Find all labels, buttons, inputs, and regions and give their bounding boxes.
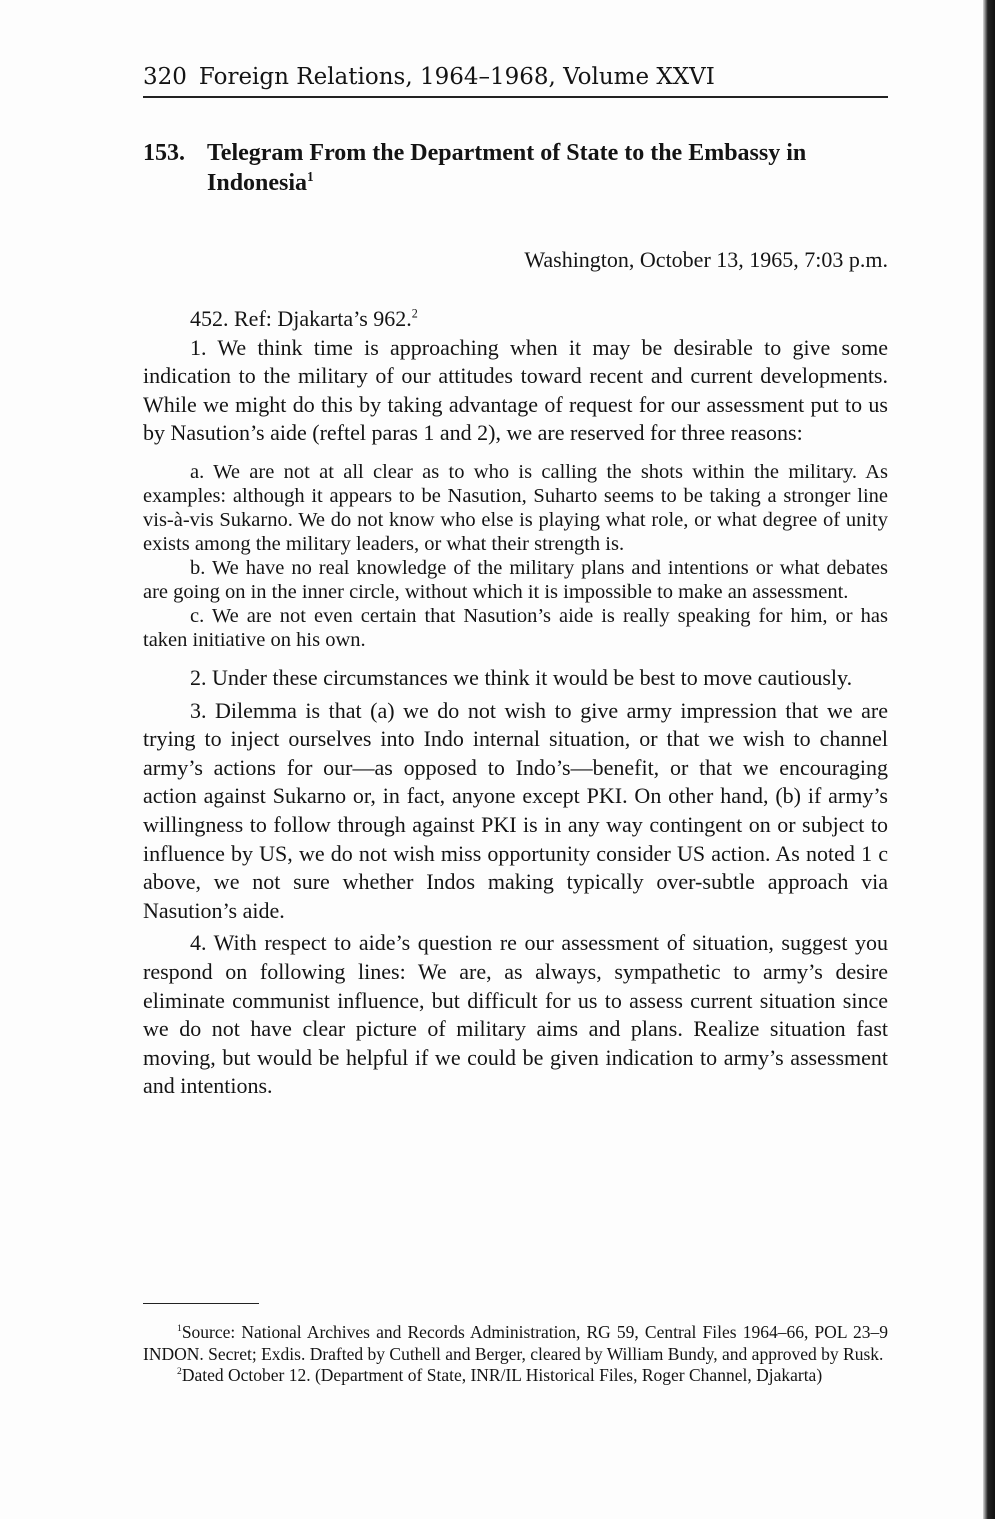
scan-binding-edge bbox=[983, 0, 995, 1519]
paragraph-1c: c. We are not even certain that Nasution’s aide is really speaking for him, or has taken initiative on his own. bbox=[143, 604, 888, 651]
document-heading bbox=[143, 138, 888, 198]
reference-line bbox=[143, 305, 888, 334]
page-number: 320 bbox=[143, 64, 187, 90]
footnote-2-mark: 2 bbox=[177, 1366, 182, 1378]
running-title: Foreign Relations, 1964–1968, Volume XXVI bbox=[198, 64, 715, 90]
footnote-1-mark: 1 bbox=[177, 1323, 182, 1335]
paragraph-4: 4. With respect to aide’s question re our assessment of situation, suggest you respond on following lines: We are, as always, sympathetic to army’s desire eliminate communist influence, but difficult for us to assess current situation since we do not have clear picture of military aims and plans. Realize situation fast moving, but would be helpful if we could be given indication to army’s assessment and intentions. bbox=[143, 930, 888, 1099]
paragraph-2: 2. Under these circumstances we think it would be best to move cautiously. bbox=[190, 664, 853, 690]
reference-footnote-ref[interactable]: 2 bbox=[411, 306, 418, 321]
document-title: Telegram From the Department of State to the Embassy in Indonesia bbox=[207, 140, 807, 196]
footnote-divider bbox=[143, 1303, 259, 1304]
footnote-2-text: Dated October 12. (Department of State, INR/IL Historical Files, Roger Channel, Djakarta) bbox=[181, 1365, 823, 1386]
running-header bbox=[143, 62, 888, 98]
footnote-2 bbox=[143, 1365, 888, 1387]
paragraph-1b: b. We have no real knowledge of the military plans and intentions or what debates are going on in the inner circle, without which it is impossible to make an assessment. bbox=[143, 556, 888, 603]
paragraph-3: 3. Dilemma is that (a) we do not wish to give army impression that we are trying to inject ourselves into Indo internal situation, or that we wish to channel army’s actions for our—as opposed to Indo’s—benefit, or that we encouraging action against Sukarno or, in fact, anyone except PKI. On other hand, (b) if army’s willingness to follow through against PKI is in any way contingent on or subject to influence by US, we do not wish miss opportunity consider US action. As noted 1 c above, we not sure whether Indos making typically over-subtle approach via Nasution’s aide. bbox=[143, 697, 888, 923]
footnote-1 bbox=[143, 1322, 888, 1365]
paragraph-1a: a. We are not at all clear as to who is calling the shots within the military. As examples: although it appears to be Nasution, Suharto seems to be taking a stronger line vis-à-vis Sukarno. We do not know who else is playing what role, or what degree of unity exists among the military leaders, or what their strength is. bbox=[143, 460, 888, 555]
footnotes bbox=[143, 1322, 888, 1387]
document-title-wrap bbox=[207, 138, 888, 198]
title-footnote-ref[interactable]: 1 bbox=[307, 169, 314, 184]
footnote-1-text: Source: National Archives and Records Administration, RG 59, Central Files 1964–66, POL 23–9 INDON. Secret; Exdis. Drafted by Cuthell and Berger, cleared by William Bundy, and approved by Rusk. bbox=[143, 1322, 888, 1364]
reference-text: 452. Ref: Djakarta’s 962. bbox=[190, 306, 412, 331]
dateline: Washington, October 13, 1965, 7:03 p.m. bbox=[524, 247, 888, 272]
telegram-body bbox=[143, 305, 888, 1101]
document-number: 153. bbox=[143, 140, 185, 166]
paragraph-1: 1. We think time is approaching when it may be desirable to give some indication to the military of our attitudes toward recent and current developments. While we might do this by taking advantage of request for our assessment put to us by Nasution’s aide (reftel paras 1 and 2), we are reserved for three reasons: bbox=[143, 334, 888, 446]
